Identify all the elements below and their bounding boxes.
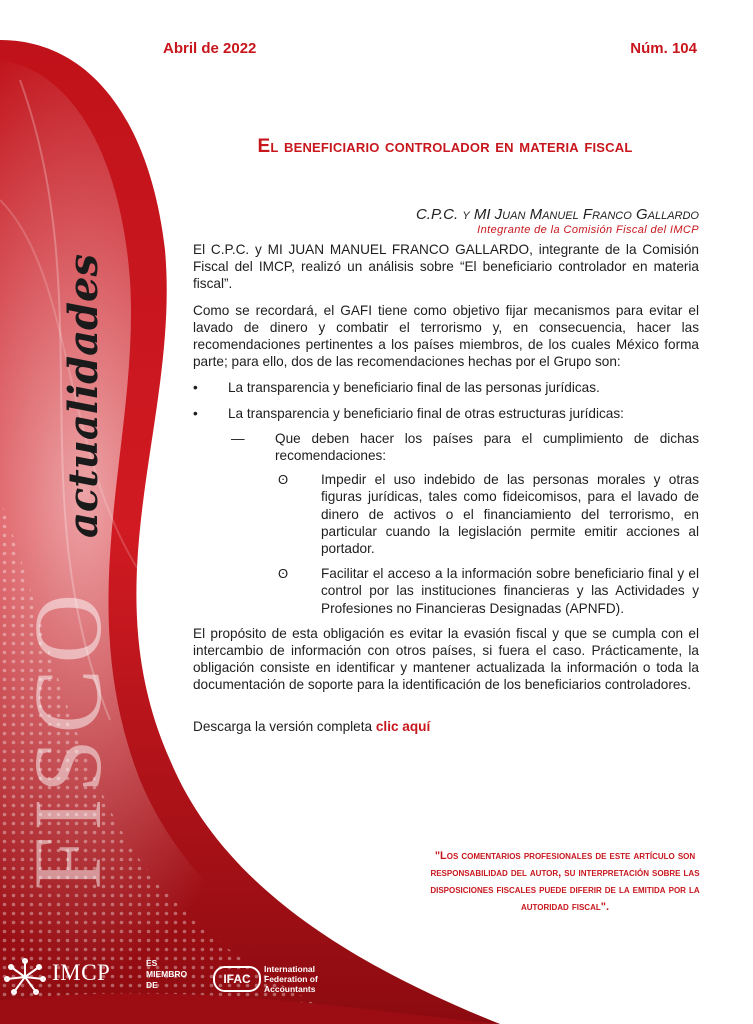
dash-list-item	[193, 430, 699, 464]
article-title	[160, 136, 730, 158]
author-block	[416, 206, 699, 236]
sub-list-item	[193, 471, 699, 557]
circle-marker: ʘ	[278, 472, 289, 488]
disclaimer-text: "Los comentarios profesionales de este artículo son responsabilidad del autor, su interpretación sobre las disposiciones fiscales puede diferir de la emitida por la autoridad fiscal".	[430, 850, 700, 913]
member-text: ES MIEMBRO DE	[146, 958, 188, 990]
ifac-name-text: International Federation of Accountants	[264, 964, 318, 994]
bullet-text: La transparencia y beneficiario final de las personas jurídicas.	[228, 380, 600, 396]
sub-item-text: Facilitar el acceso a la información sobre beneficiario final y el control por las instituciones financieras y las Actividades y Profesiones no Financieras Designadas (APNFD).	[321, 566, 699, 616]
actualidades-brand-text: actualidades	[60, 254, 107, 538]
disclaimer	[410, 848, 720, 916]
sub-list-item	[193, 565, 699, 617]
author-name: C.P.C. y MI Juan Manuel Franco Gallardo	[415, 206, 699, 223]
circle-marker: ʘ	[278, 566, 289, 582]
context-paragraph: Como se recordará, el GAFI tiene como objetivo fijar mecanismos para evitar el lavado de dinero y combatir el terrorismo y, en consecuencia, hacer las recomendaciones pertinentes a los países miembros, de los cuales México forma parte; para ello, dos de las recomendaciones hechas por el Grupo son:	[193, 302, 699, 370]
list-item	[193, 379, 699, 396]
imcp-logo-text: IMCP	[52, 960, 111, 985]
bullet-text: La transparencia y beneficiario final de otras estructuras jurídicas:	[228, 405, 624, 421]
author-role: Integrante de la Comisión Fiscal del IMCP	[477, 224, 699, 236]
imcp-logo-icon	[2, 957, 48, 997]
sub-item-text: Impedir el uso indebido de las personas morales y otras figuras jurídicas, tales como fideicomisos, para el lavado de dinero de activos o el financiamiento del terrorismo, en particular cuando la legislación permite emitir acciones al portador.	[321, 472, 699, 557]
fisco-brand-watermark: FISCO	[14, 587, 121, 890]
intro-paragraph: El C.P.C. y MI JUAN MANUEL FRANCO GALLARDO, integrante de la Comisión Fiscal del IMCP, realizó un análisis sobre “El beneficiario controlador en materia fiscal”.	[193, 242, 699, 292]
download-link[interactable]: clic aquí	[375, 719, 431, 734]
issue-date: Abril de 2022	[163, 40, 257, 57]
purpose-paragraph: El propósito de esta obligación es evitar la evasión fiscal y que se cumpla con el intercambio de información con otros países, si fuera el caso. Prácticamente, la obligación consiste en identificar y mantener actualizada la información o toda la documentación de soporte para la identificación de los beneficiarios controladores.	[193, 625, 699, 693]
member-of-text	[146, 958, 190, 991]
dash-text: Que deben hacer los países para el cumplimiento de dichas recomendaciones:	[275, 430, 699, 464]
ifac-name	[264, 964, 330, 994]
download-line	[193, 719, 430, 734]
download-text: Descarga la versión completa	[193, 719, 373, 734]
article-title-text: El beneficiario controlador en materia fiscal	[257, 136, 633, 157]
issue-number: Núm. 104	[630, 40, 697, 57]
ifac-logo: IFAC	[213, 966, 261, 992]
bullet-marker: •	[193, 405, 198, 421]
article-body	[193, 241, 699, 703]
bullet-marker: •	[193, 380, 198, 396]
dash-marker: —	[231, 430, 245, 446]
list-item	[193, 405, 699, 422]
